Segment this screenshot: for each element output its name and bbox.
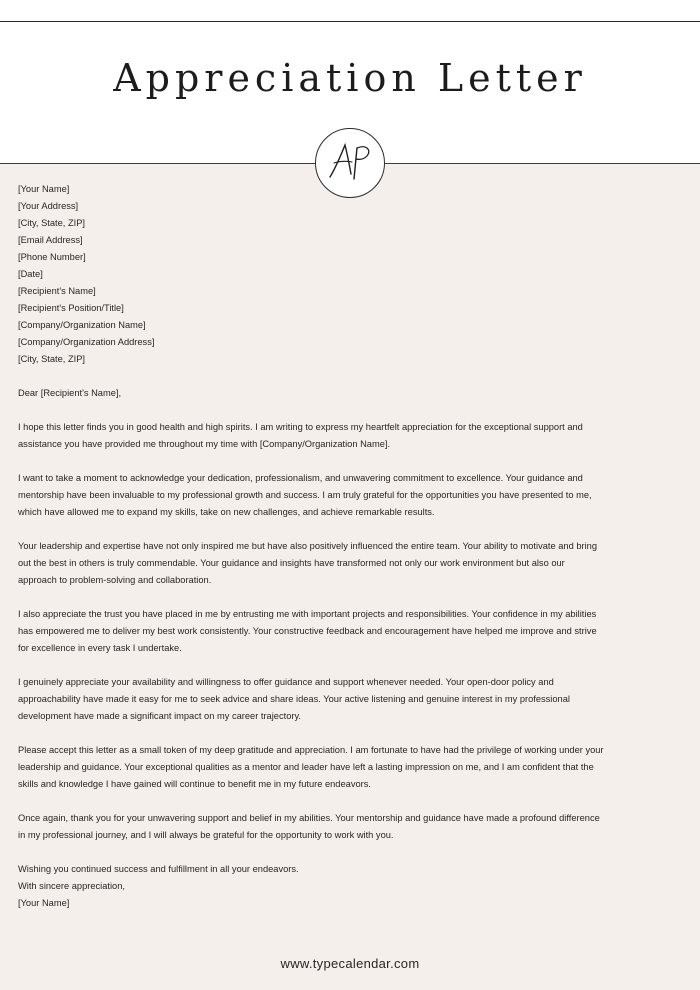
address-line: [Date] [18,269,43,279]
paragraph-line: development have made a significant impact on my career trajectory. [18,711,302,721]
salutation: Dear [Recipient's Name], [18,388,122,398]
paragraph-gap [18,521,682,538]
paragraph-line: in my professional journey, and I will always be grateful for the opportunity to work with you. [18,830,394,840]
address-line: [Recipient's Position/Title] [18,303,124,313]
address-line: [City, State, ZIP] [18,354,85,364]
paragraph-gap [18,657,682,674]
paragraph-line: I want to take a moment to acknowledge your dedication, professionalism, and unwavering commitment to excellence. Your guidance and [18,473,583,483]
paragraph-line: out the best in others is truly commendable. Your guidance and insights have transformed not only our work environment but also our [18,558,565,568]
paragraph-gap [18,453,682,470]
paragraph-line: assistance you have provided me throughout my time with [Company/Organization Name]. [18,439,391,449]
paragraph-line: which have allowed me to expand my skills, take on new challenges, and achieve remarkable results. [18,507,435,517]
address-line: [City, State, ZIP] [18,218,85,228]
address-line: [Recipient's Name] [18,286,96,296]
paragraph-line: I hope this letter finds you in good health and high spirits. I am writing to express my heartfelt appreciation for the exceptional support and [18,422,583,432]
paragraph-gap [18,725,682,742]
paragraph-line: Once again, thank you for your unwavering support and belief in my abilities. Your mentorship and guidance have made a profound difference [18,813,600,823]
paragraph-line: I genuinely appreciate your availability and willingness to offer guidance and support whenever needed. Your open-door policy and [18,677,554,687]
paragraph-line: approach to problem-solving and collaboration. [18,575,212,585]
address-line: [Phone Number] [18,252,86,262]
paragraph-line: has empowered me to deliver my best work consistently. Your constructive feedback and encouragement have helped me improve and strive [18,626,597,636]
paragraph-line: for excellence in every task I undertake. [18,643,182,653]
paragraph-gap [18,402,682,419]
paragraph-gap [18,589,682,606]
paragraph-line: approachability have made it easy for me to seek advice and share ideas. Your active listening and genuine interest in my professional [18,694,570,704]
address-line: [Email Address] [18,235,83,245]
closing-line: [Your Name] [18,898,70,908]
address-line: [Your Name] [18,184,70,194]
paragraph-gap [18,844,682,861]
closing-line: With sincere appreciation, [18,881,125,891]
paragraph-line: Your leadership and expertise have not only inspired me but have also positively influenced the entire team. Your ability to motivate and bring [18,541,598,551]
paragraph-gap [18,368,682,385]
closing-line: Wishing you continued success and fulfillment in all your endeavors. [18,864,299,874]
divider-left [0,163,315,164]
divider-right [385,163,700,164]
paragraph-gap [18,793,682,810]
paragraph-line: Please accept this letter as a small token of my deep gratitude and appreciation. I am fortunate to have had the privilege of working under your [18,745,604,755]
address-line: [Company/Organization Name] [18,320,146,330]
address-line: [Your Address] [18,201,79,211]
letter-content [18,181,682,912]
paragraph-line: mentorship have been invaluable to my professional growth and success. I am truly grateful for the opportunities you have presented to me, [18,490,592,500]
paragraph-line: I also appreciate the trust you have placed in me by entrusting me with important projects and responsibilities. Your confidence in my abilities [18,609,597,619]
footer-url: www.typecalendar.com [280,956,420,971]
address-line: [Company/Organization Address] [18,337,155,347]
paragraph-line: leadership and guidance. Your exceptional qualities as a mentor and leader have left a lasting impression on me, and I am confident that the [18,762,594,772]
page-title: Appreciation Letter [113,56,587,100]
paragraph-line: skills and knowledge I have gained will continue to benefit me in my future endeavors. [18,779,371,789]
top-rule [0,21,700,22]
